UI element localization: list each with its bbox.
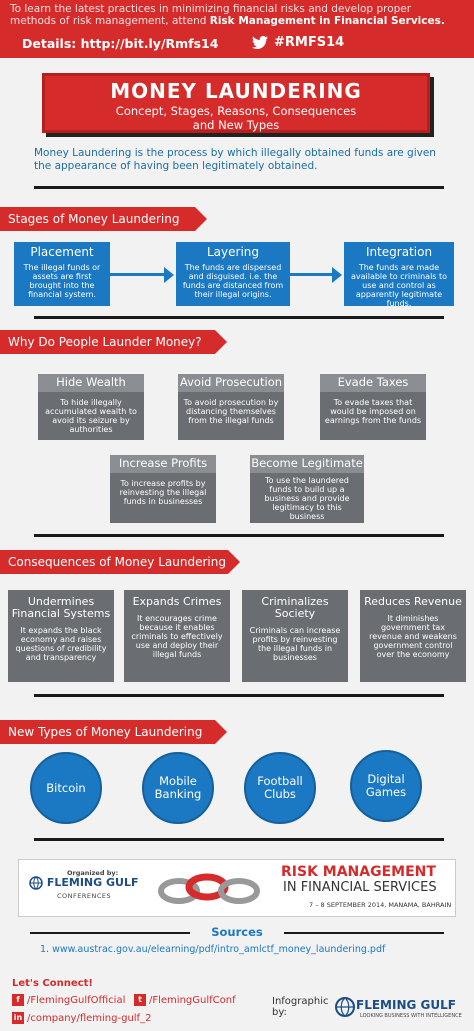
arrow-line [290,273,334,276]
type-digital-games: Digital Games [350,750,422,822]
globe-icon [334,996,356,1018]
linkedin-link[interactable] [12,1012,151,1024]
event-date: 7 – 8 SEPTEMBER 2014, MANAMA, BAHRAIN [309,901,452,909]
divider [284,932,444,934]
section-stages-heading: Stages of Money Laundering [0,207,195,231]
sources-heading: Sources [211,925,263,939]
consequence-reduces-revenue [360,590,466,682]
event-title: RISK MANAGEMENT [281,864,436,880]
reason-body: To avoid prosecution by distancing themselves from the illegal funds [183,398,279,425]
twitter-link[interactable] [134,994,236,1006]
twitter-icon: t [134,994,146,1006]
type-mobile-banking: Mobile Banking [142,752,214,824]
twitter-icon [252,36,268,49]
intro-line-2: methods of risk management, attend [10,15,210,27]
consequence-body: Criminals can increase profits by reinvesting the illegal funds in businesses [249,626,341,662]
consequence-body: It encourages crime because it enables criminals to effectively use and deploy their illegal funds [131,614,223,659]
page-subtitle-1: Concept, Stages, Reasons, Consequences [115,104,357,118]
intro-line-1: To learn the latest practices in minimizing financial risks and develop proper [10,3,412,15]
top-banner [0,0,474,58]
connect-label: Let's Connect! [12,978,93,989]
stage-body: The illegal funds or assets are first brought into the financial system. [23,263,101,299]
reason-evade-taxes [320,374,426,440]
fleming-gulf-logo [29,876,138,890]
linkedin-icon: in [13,1013,23,1022]
stage-title: Layering [206,245,259,259]
reason-become-legitimate [250,455,364,523]
reason-body: To increase profits by reinvesting the illegal funds in businesses [119,479,207,506]
stage-body: The funds are dispersed and disguised. i.e. the funds are distanced from their illegal origins. [182,263,284,299]
title-box [42,73,430,133]
org-name: FLEMING GULF [46,876,139,889]
event-name-link[interactable]: Risk Management in Financial Services. [209,15,445,27]
consequence-title: Reduces Revenue [364,595,462,608]
facebook-handle: /FlemingGulfOfficial [27,994,126,1006]
consequence-body: It expands the black economy and raises questions of credibility and transparency [15,626,107,662]
type-bitcoin: Bitcoin [30,752,102,824]
reason-hide-wealth [38,374,144,440]
stage-title: Integration [365,245,433,259]
divider [34,186,444,189]
details-link[interactable]: Details: http://bit.ly/Rmfs14 [22,36,219,51]
divider [34,838,444,841]
source-link[interactable]: 1. www.austrac.gov.au/elearning/pdf/intro_amlctf_money_laundering.pdf [40,944,386,955]
consequence-expands-crimes [124,590,230,682]
arrow-line [110,273,166,276]
stage-integration [344,242,454,306]
globe-icon [29,876,43,890]
reason-title: Hide Wealth [38,374,144,392]
section-new-types-heading: New Types of Money Laundering [0,720,215,744]
chain-image [149,861,269,917]
divider [34,694,444,697]
hashtag[interactable] [252,35,344,50]
reason-avoid-prosecution [178,374,284,440]
org-sub: CONFERENCES [57,892,112,900]
stage-title: Placement [30,245,94,259]
consequence-body: It diminishes government tax revenue and weakens government control over the economy [369,614,457,659]
stage-layering [176,242,290,306]
reason-title: Increase Profits [110,455,216,473]
reason-increase-profits [110,455,216,523]
organized-by-label: Organized by: [67,869,119,877]
section-consequences-heading: Consequences of Money Laundering [0,550,228,574]
type-football-clubs: Football Clubs [244,752,316,824]
reason-title: Avoid Prosecution [178,374,284,392]
footer-logo-tagline: LOOKING BUSINESS WITH INTELLIGENCE [360,1013,462,1019]
consequence-undermines [8,590,114,682]
consequence-title: Criminalizes Society [261,595,329,620]
stage-placement [14,242,110,306]
reason-body: To hide illegally accumulated wealth to avoid its seizure by authorities [45,398,137,434]
hashtag-text: #RMFS14 [274,35,345,50]
stage-body: The funds are made available to criminals to use and control as apparently legitimate funds. [350,263,448,308]
reason-body: To use the laundered funds to build up a business and provide legitimacy to this business [264,476,350,521]
reason-body: To evade taxes that would be imposed on earnings from the funds [324,398,422,425]
intro-text [10,3,470,27]
event-subtitle: IN FINANCIAL SERVICES [283,880,437,895]
event-banner[interactable] [18,859,456,917]
facebook-icon: f [12,994,24,1006]
divider [34,534,444,537]
reason-title: Evade Taxes [320,374,426,392]
footer-logo-name: FLEMING GULF [356,998,456,1012]
page-title: MONEY LAUNDERING [110,79,362,103]
consequence-criminalizes [242,590,348,682]
reason-title: Become Legitimate [250,455,364,473]
infographic-by-label: Infographic by: [272,996,329,1018]
arrow-right-icon [332,267,342,283]
arrow-right-icon [164,267,174,283]
divider [34,316,444,319]
facebook-link[interactable] [12,994,125,1006]
consequence-title: Undermines Financial Systems [11,595,111,620]
page-subtitle-2: and New Types [192,118,280,132]
section-reasons-heading: Why Do People Launder Money? [0,330,215,354]
twitter-handle: /FlemingGulfConf [149,994,236,1006]
linkedin-handle: /company/fleming-gulf_2 [27,1012,152,1024]
definition: Money Laundering is the process by which illegally obtained funds are given the appearance of having been legitimately obtained. [34,147,436,172]
consequence-title: Expands Crimes [132,595,222,608]
